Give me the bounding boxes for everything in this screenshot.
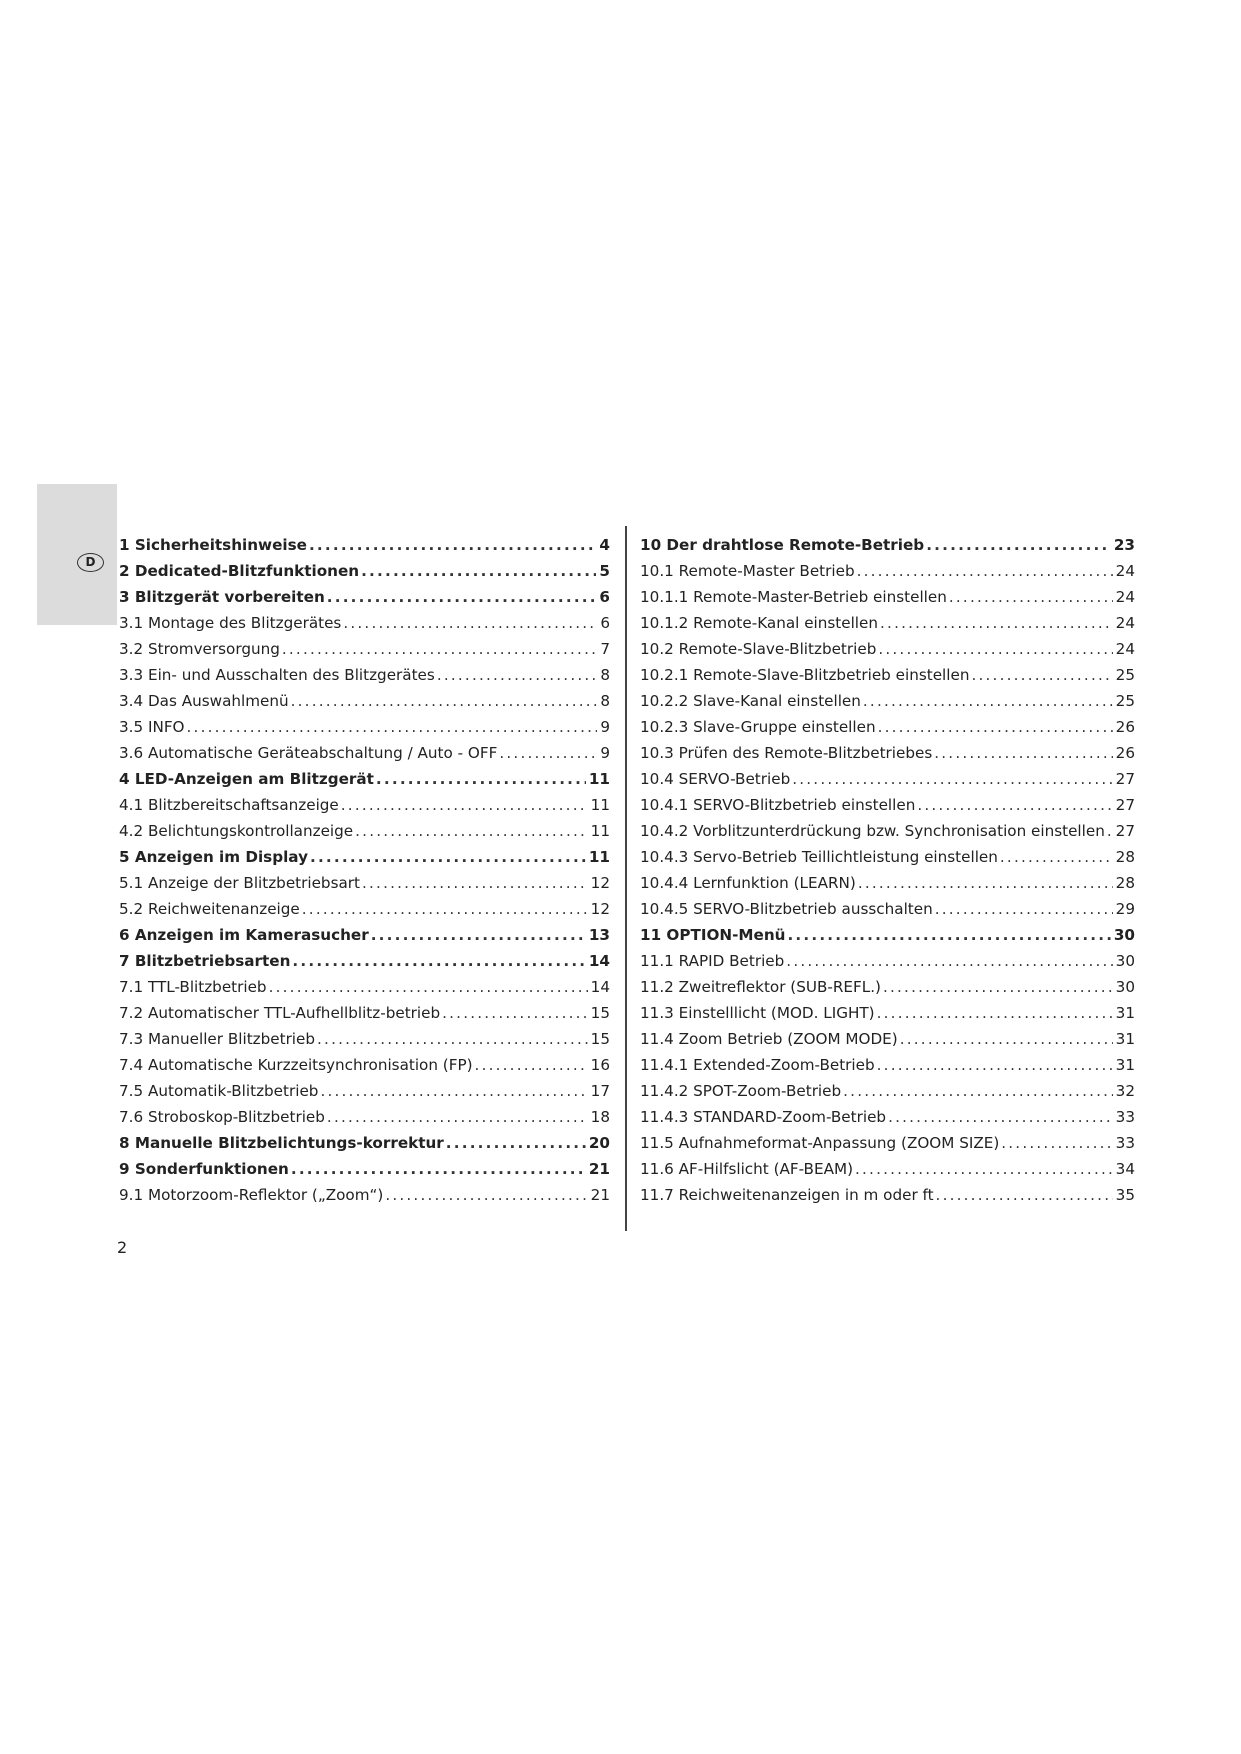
- toc-entry-page: 23: [1113, 536, 1135, 554]
- toc-leader-dots: [325, 1104, 588, 1130]
- toc-entry-title: 11.4.1 Extended-Zoom-Betrieb: [640, 1056, 875, 1074]
- toc-entry-page: 27: [1115, 822, 1135, 840]
- toc-entry: [640, 922, 1135, 948]
- toc-leader-dots: [790, 766, 1112, 792]
- toc-leader-dots: [289, 688, 598, 714]
- toc-entry: [119, 1078, 610, 1104]
- toc-entry-title: 11.7 Reichweitenanzeigen in m oder ft: [640, 1186, 934, 1204]
- toc-entry-page: 13: [588, 926, 610, 944]
- toc-entry-title: 10.4.5 SERVO-Blitzbetrieb ausschalten: [640, 900, 933, 918]
- toc-entry: [640, 792, 1135, 818]
- toc-entry: [119, 610, 610, 636]
- toc-entry: [119, 766, 610, 792]
- toc-leader-dots: [856, 870, 1113, 896]
- toc-entry: [640, 1000, 1135, 1026]
- toc-entry-title: 3.6 Automatische Geräteabschaltung / Auto - OFF: [119, 744, 498, 762]
- toc-entry: [640, 766, 1135, 792]
- toc-entry-page: 17: [590, 1082, 610, 1100]
- toc-leader-dots: [861, 688, 1113, 714]
- toc-entry-page: 9: [600, 718, 610, 736]
- toc-entry-title: 5 Anzeigen im Display: [119, 848, 308, 866]
- toc-entry: [119, 714, 610, 740]
- language-tab: [37, 484, 117, 625]
- toc-entry-title: 7 Blitzbetriebsarten: [119, 952, 291, 970]
- toc-entry: [119, 1156, 610, 1182]
- toc-leader-dots: [853, 1156, 1113, 1182]
- toc-entry: [640, 610, 1135, 636]
- toc-entry-page: 9: [600, 744, 610, 762]
- toc-entry-title: 6 Anzeigen im Kamerasucher: [119, 926, 369, 944]
- toc-entry-title: 11.6 AF-Hilfslicht (AF-BEAM): [640, 1160, 853, 1178]
- toc-leader-dots: [374, 766, 586, 792]
- toc-leader-dots: [784, 948, 1112, 974]
- toc-entry: [640, 1130, 1135, 1156]
- toc-leader-dots: [435, 662, 598, 688]
- toc-entry-title: 2 Dedicated-Blitzfunktionen: [119, 562, 360, 580]
- toc-entry: [119, 662, 610, 688]
- toc-entry: [640, 870, 1135, 896]
- toc-entry-title: 9 Sonderfunktionen: [119, 1160, 289, 1178]
- toc-entry-page: 7: [600, 640, 610, 658]
- column-divider: [625, 526, 627, 1231]
- toc-leader-dots: [915, 792, 1112, 818]
- toc-entry: [119, 1000, 610, 1026]
- toc-entry-title: 10.4.1 SERVO-Blitzbetrieb einstellen: [640, 796, 916, 814]
- toc-leader-dots: [353, 818, 588, 844]
- toc-entry-page: 11: [590, 822, 610, 840]
- toc-entry: [119, 922, 610, 948]
- toc-entry: [119, 818, 610, 844]
- toc-entry: [640, 740, 1135, 766]
- toc-entry-page: 20: [588, 1134, 610, 1152]
- toc-leader-dots: [898, 1026, 1113, 1052]
- toc-entry-page: 32: [1115, 1082, 1135, 1100]
- toc-entry-title: 3.4 Das Auswahlmenü: [119, 692, 289, 710]
- toc-entry: [640, 1052, 1135, 1078]
- toc-entry: [640, 948, 1135, 974]
- toc-entry: [119, 792, 610, 818]
- toc-entry-page: 8: [600, 692, 610, 710]
- toc-entry-title: 10.1 Remote-Master Betrieb: [640, 562, 855, 580]
- toc-leader-dots: [359, 558, 596, 584]
- toc-entry: [640, 844, 1135, 870]
- toc-entry: [119, 584, 610, 610]
- toc-entry-page: 15: [590, 1004, 610, 1022]
- toc-entry: [640, 584, 1135, 610]
- language-badge: D: [77, 553, 104, 572]
- toc-entry-title: 10.4 SERVO-Betrieb: [640, 770, 791, 788]
- toc-entry-page: 11: [588, 848, 610, 866]
- toc-entry: [640, 532, 1135, 558]
- toc-leader-dots: [280, 636, 597, 662]
- toc-leader-dots: [878, 610, 1113, 636]
- toc-leader-dots: [315, 1026, 588, 1052]
- toc-entry-title: 7.5 Automatik-Blitzbetrieb: [119, 1082, 319, 1100]
- toc-right-column: [640, 532, 1135, 1208]
- toc-entry: [119, 740, 610, 766]
- toc-entry-title: 4 LED-Anzeigen am Blitzgerät: [119, 770, 374, 788]
- toc-entry-title: 10.1.1 Remote-Master-Betrieb einstellen: [640, 588, 947, 606]
- toc-leader-dots: [369, 922, 586, 948]
- toc-entry-page: 21: [588, 1160, 610, 1178]
- toc-entry-title: 10.2 Remote-Slave-Blitzbetrieb: [640, 640, 877, 658]
- toc-leader-dots: [307, 532, 596, 558]
- toc-entry: [640, 1156, 1135, 1182]
- toc-entry-page: 12: [590, 900, 610, 918]
- toc-entry-page: 12: [590, 874, 610, 892]
- toc-entry-page: 11: [590, 796, 610, 814]
- toc-entry-title: 3.3 Ein- und Ausschalten des Blitzgerätes: [119, 666, 435, 684]
- toc-entry: [640, 896, 1135, 922]
- toc-leader-dots: [876, 636, 1112, 662]
- toc-entry-page: 5: [599, 562, 610, 580]
- toc-leader-dots: [444, 1130, 586, 1156]
- toc-leader-dots: [318, 1078, 587, 1104]
- toc-entry-title: 1 Sicherheitshinweise: [119, 536, 307, 554]
- toc-entry-page: 28: [1115, 874, 1135, 892]
- toc-leader-dots: [998, 844, 1113, 870]
- toc-entry-page: 6: [600, 614, 610, 632]
- toc-entry-page: 34: [1115, 1160, 1135, 1178]
- toc-entry: [640, 1182, 1135, 1208]
- toc-leader-dots: [473, 1052, 588, 1078]
- toc-leader-dots: [876, 714, 1113, 740]
- toc-entry-page: 6: [599, 588, 610, 606]
- toc-entry-page: 18: [590, 1108, 610, 1126]
- toc-entry-title: 5.1 Anzeige der Blitzbetriebsart: [119, 874, 360, 892]
- toc-leader-dots: [886, 1104, 1113, 1130]
- toc-entry-title: 10.2.2 Slave-Kanal einstellen: [640, 692, 861, 710]
- toc-leader-dots: [308, 844, 586, 870]
- toc-leader-dots: [924, 532, 1111, 558]
- toc-left-column: [119, 532, 610, 1208]
- toc-entry-page: 8: [600, 666, 610, 684]
- toc-leader-dots: [383, 1182, 587, 1208]
- toc-entry-title: 7.1 TTL-Blitzbetrieb: [119, 978, 267, 996]
- toc-entry-title: 9.1 Motorzoom-Reflektor („Zoom“): [119, 1186, 384, 1204]
- toc-entry-page: 30: [1115, 978, 1135, 996]
- toc-leader-dots: [969, 662, 1112, 688]
- toc-entry-title: 10.1.2 Remote-Kanal einstellen: [640, 614, 879, 632]
- toc-entry-page: 26: [1115, 718, 1135, 736]
- toc-entry: [640, 818, 1135, 844]
- toc-entry-title: 11.5 Aufnahmeformat-Anpassung (ZOOM SIZE): [640, 1134, 1000, 1152]
- toc-entry: [119, 1130, 610, 1156]
- toc-entry-page: 31: [1115, 1030, 1135, 1048]
- toc-entry-title: 10.2.1 Remote-Slave-Blitzbetrieb einstellen: [640, 666, 970, 684]
- toc-leader-dots: [289, 1156, 586, 1182]
- toc-leader-dots: [881, 974, 1113, 1000]
- toc-entry-title: 4.2 Belichtungskontrollanzeige: [119, 822, 354, 840]
- toc-entry: [640, 636, 1135, 662]
- toc-leader-dots: [440, 1000, 588, 1026]
- toc-entry: [119, 1052, 610, 1078]
- toc-entry: [119, 558, 610, 584]
- toc-entry: [119, 1104, 610, 1130]
- toc-entry-title: 10 Der drahtlose Remote-Betrieb: [640, 536, 925, 554]
- page-number: 2: [117, 1238, 128, 1257]
- toc-leader-dots: [300, 896, 588, 922]
- toc-leader-dots: [339, 792, 588, 818]
- toc-entry: [640, 688, 1135, 714]
- toc-entry: [119, 1182, 610, 1208]
- toc-entry-page: 33: [1115, 1108, 1135, 1126]
- toc-leader-dots: [785, 922, 1110, 948]
- toc-entry: [640, 1104, 1135, 1130]
- toc-entry-page: 29: [1115, 900, 1135, 918]
- toc-leader-dots: [290, 948, 585, 974]
- toc-entry-page: 24: [1115, 562, 1135, 580]
- toc-entry-page: 11: [588, 770, 610, 788]
- toc-entry-page: 35: [1115, 1186, 1135, 1204]
- toc-entry: [119, 688, 610, 714]
- toc-entry: [119, 532, 610, 558]
- toc-leader-dots: [1105, 818, 1113, 844]
- toc-entry-page: 21: [590, 1186, 610, 1204]
- toc-entry-title: 7.2 Automatischer TTL-Aufhellblitz-betrieb: [119, 1004, 441, 1022]
- toc-entry-title: 10.2.3 Slave-Gruppe einstellen: [640, 718, 876, 736]
- toc-entry-title: 11.2 Zweitreflektor (SUB-REFL.): [640, 978, 881, 996]
- toc-entry-page: 28: [1115, 848, 1135, 866]
- toc-entry-title: 10.4.3 Servo-Betrieb Teillichtleistung einstellen: [640, 848, 998, 866]
- toc-entry-title: 11.4.2 SPOT-Zoom-Betrieb: [640, 1082, 842, 1100]
- toc-entry-page: 24: [1115, 640, 1135, 658]
- toc-entry-page: 14: [588, 952, 610, 970]
- toc-leader-dots: [932, 740, 1112, 766]
- toc-entry-title: 3 Blitzgerät vorbereiten: [119, 588, 325, 606]
- toc-entry-page: 16: [590, 1056, 610, 1074]
- toc-leader-dots: [497, 740, 597, 766]
- toc-entry-title: 7.4 Automatische Kurzzeitsynchronisation (FP): [119, 1056, 473, 1074]
- toc-entry-title: 11.3 Einstelllicht (MOD. LIGHT): [640, 1004, 875, 1022]
- toc-leader-dots: [999, 1130, 1112, 1156]
- toc-entry: [640, 974, 1135, 1000]
- toc-entry-title: 4.1 Blitzbereitschaftsanzeige: [119, 796, 339, 814]
- toc-entry-page: 26: [1115, 744, 1135, 762]
- toc-entry: [640, 714, 1135, 740]
- toc-entry-title: 7.3 Manueller Blitzbetrieb: [119, 1030, 316, 1048]
- toc-entry-page: 25: [1115, 666, 1135, 684]
- toc-entry: [119, 948, 610, 974]
- toc-entry-page: 31: [1115, 1056, 1135, 1074]
- toc-entry-title: 11.1 RAPID Betrieb: [640, 952, 785, 970]
- toc-entry-title: 11 OPTION-Menü: [640, 926, 786, 944]
- toc-entry-page: 31: [1115, 1004, 1135, 1022]
- toc-entry-title: 10.4.2 Vorblitzunterdrückung bzw. Synchronisation einstellen: [640, 822, 1105, 840]
- toc-entry-title: 10.4.4 Lernfunktion (LEARN): [640, 874, 856, 892]
- toc-entry-page: 33: [1115, 1134, 1135, 1152]
- toc-entry: [119, 1026, 610, 1052]
- toc-leader-dots: [267, 974, 588, 1000]
- toc-entry-title: 7.6 Stroboskop-Blitzbetrieb: [119, 1108, 325, 1126]
- toc-entry-page: 24: [1115, 588, 1135, 606]
- toc-entry-page: 30: [1113, 926, 1135, 944]
- toc-entry-title: 11.4.3 STANDARD-Zoom-Betrieb: [640, 1108, 887, 1126]
- toc-leader-dots: [947, 584, 1113, 610]
- toc-leader-dots: [325, 584, 597, 610]
- toc-leader-dots: [341, 610, 597, 636]
- toc-entry: [119, 896, 610, 922]
- toc-entry: [640, 558, 1135, 584]
- toc-entry-title: 3.5 INFO: [119, 718, 185, 736]
- toc-entry-page: 15: [590, 1030, 610, 1048]
- toc-entry: [119, 636, 610, 662]
- toc-leader-dots: [875, 1000, 1113, 1026]
- toc-leader-dots: [841, 1078, 1113, 1104]
- toc-entry-page: 30: [1115, 952, 1135, 970]
- toc-leader-dots: [185, 714, 598, 740]
- toc-entry: [640, 1026, 1135, 1052]
- toc-entry: [640, 662, 1135, 688]
- toc-entry-title: 8 Manuelle Blitzbelichtungs-korrektur: [119, 1134, 444, 1152]
- toc-entry: [640, 1078, 1135, 1104]
- toc-entry-page: 24: [1115, 614, 1135, 632]
- toc-entry-title: 5.2 Reichweitenanzeige: [119, 900, 300, 918]
- toc-leader-dots: [933, 896, 1113, 922]
- toc-leader-dots: [934, 1182, 1113, 1208]
- toc-leader-dots: [360, 870, 588, 896]
- toc-leader-dots: [855, 558, 1113, 584]
- toc-leader-dots: [875, 1052, 1113, 1078]
- toc-entry-page: 25: [1115, 692, 1135, 710]
- toc-entry-page: 27: [1115, 770, 1135, 788]
- toc-entry-title: 3.2 Stromversorgung: [119, 640, 280, 658]
- toc-entry-page: 27: [1115, 796, 1135, 814]
- toc-entry: [119, 870, 610, 896]
- toc-entry-title: 3.1 Montage des Blitzgerätes: [119, 614, 342, 632]
- toc-entry-page: 4: [599, 536, 610, 554]
- toc-entry: [119, 974, 610, 1000]
- toc-entry-title: 11.4 Zoom Betrieb (ZOOM MODE): [640, 1030, 898, 1048]
- toc-entry: [119, 844, 610, 870]
- toc-entry-title: 10.3 Prüfen des Remote-Blitzbetriebes: [640, 744, 933, 762]
- toc-entry-page: 14: [590, 978, 610, 996]
